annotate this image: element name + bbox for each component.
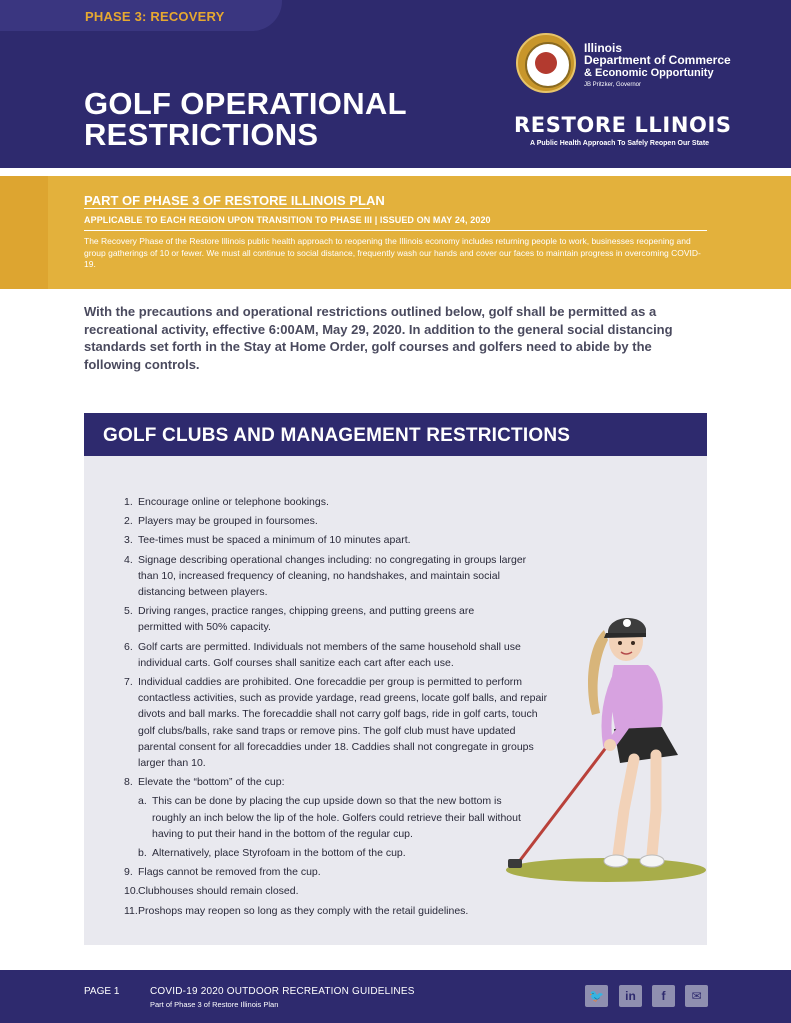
golf-club <box>518 745 608 863</box>
restore-tagline: A Public Health Approach To Safely Reopen Our State <box>530 140 710 147</box>
list-item: 10. Clubhouses should remain closed. <box>124 885 299 898</box>
hands <box>604 739 616 751</box>
eye <box>618 641 622 645</box>
header <box>0 0 791 168</box>
dept-governor: JB Pritzker, Governor <box>584 82 642 88</box>
email-icon[interactable]: ✉ <box>685 985 708 1007</box>
intro-paragraph: With the precautions and operational restrictions outlined below, golf shall be permitted as a recreational activity, effective 6:00AM, May 29, 2020. In addition to the general social distancing standards set forth in the Stay at Home Order, golf courses and golfers need to abide by the following controls. <box>84 304 673 372</box>
list-item: 5. Driving ranges, practice ranges, chipping greens, and putting greens are permitted with 50% capacity. <box>124 605 475 634</box>
list-item: 3. Tee-times must be spaced a minimum of 10 minutes apart. <box>124 534 411 547</box>
phase-label: PHASE 3: RECOVERY <box>85 9 225 24</box>
list-item: 9. Flags cannot be removed from the cup. <box>124 866 321 879</box>
dept-name: Department of Commerce <box>584 53 731 67</box>
club-head <box>508 859 522 868</box>
list-item: 6. Golf carts are permitted. Individuals not members of the same household shall use individual carts. Golf courses shall sanitize each cart after each use. <box>124 640 521 669</box>
shoe-left <box>604 855 628 867</box>
list-item: 1. Encourage online or telephone bookings. <box>124 496 329 508</box>
footer-subtitle: Part of Phase 3 of Restore Illinois Plan <box>150 1000 279 1009</box>
title-line-1: GOLF OPERATIONAL <box>84 86 407 121</box>
list-item: 8. Elevate the “bottom” of the cup: a. This can be done by placing the cup upside down so that the new bottom is roughly an inch below the lip of the hole. Golfers could retrieve their ball without having to put their hand in the bottom of the regular cup. b. Alternatively, place Styrofoam in the bottom of the cup. <box>124 774 544 861</box>
title-line-2: RESTRICTIONS <box>84 117 319 152</box>
list-item: 2. Players may be grouped in foursomes. <box>124 515 318 528</box>
sub-list-item: a. This can be done by placing the cup upside down so that the new bottom is roughly an inch below the lip of the hole. Golfers could retrieve their ball without having to put their hand in the bottom of the regular cup. <box>138 795 521 840</box>
banner-edge <box>0 176 48 289</box>
shoe-right <box>640 855 664 867</box>
footer <box>0 970 791 1023</box>
cap-logo <box>623 619 631 627</box>
leg-left <box>618 759 634 855</box>
sub-list <box>138 793 544 861</box>
recovery-description: The Recovery Phase of the Restore Illinois public health approach to reopening the Illinois economy includes returning people to work, businesses reopening and group gatherings of 10 or fewer. We must all continue to social distance, frequently wash our hands and cover our faces to maintain progress in overcoming COVID-19. <box>84 236 701 269</box>
phase-tab <box>0 0 282 31</box>
restrictions-list <box>124 494 554 922</box>
page-number: PAGE 1 <box>84 986 120 997</box>
section-title: GOLF CLUBS AND MANAGEMENT RESTRICTIONS <box>103 425 571 446</box>
dept-name-2: & Economic Opportunity <box>584 67 714 79</box>
twitter-icon[interactable]: 🐦 <box>585 985 608 1007</box>
plan-title: PART OF PHASE 3 OF RESTORE ILLINOIS PLAN <box>84 193 385 208</box>
leg-right <box>652 755 656 855</box>
divider <box>84 208 370 209</box>
golfer-illustration <box>496 605 708 890</box>
facebook-icon[interactable]: f <box>652 985 675 1007</box>
state-seal-icon <box>516 33 576 93</box>
list-item: 4. Signage describing operational changes including: no congregating in groups larger than 10, increased frequency of cleaning, no handshakes, and maintain social distancing between players. <box>124 553 527 599</box>
eye <box>631 641 635 645</box>
list-item: 11. Proshops may reopen so long as they comply with the retail guidelines. <box>124 904 469 917</box>
department-logo <box>584 42 731 90</box>
applicable-note: APPLICABLE TO EACH REGION UPON TRANSITION TO PHASE III | ISSUED ON MAY 24, 2020 <box>84 215 491 225</box>
divider <box>84 230 707 231</box>
restore-illinois-logo: RESTORE LLINOIS <box>514 113 732 137</box>
footer-title: COVID-19 2020 OUTDOOR RECREATION GUIDELINES <box>150 986 415 997</box>
section-header <box>84 413 707 456</box>
linkedin-icon[interactable]: in <box>619 985 642 1007</box>
dept-state: Illinois <box>584 41 623 55</box>
sub-list-item: b. Alternatively, place Styrofoam in the bottom of the cup. <box>138 847 406 860</box>
list-item: 7. Individual caddies are prohibited. One forecaddie per group is permitted to perform contactless activities, such as provide yardage, read greens, locate golf balls, and repair divots and ball marks. The forecaddie shall not carry golf bags, ride in golf carts, touch golf clubs/balls, rake sand traps or remove pins. The golf club must have updated parental consent for all forecaddies under 18. Caddies shall not congregate in groups larger than 10. <box>124 676 548 770</box>
page-title <box>84 88 504 150</box>
